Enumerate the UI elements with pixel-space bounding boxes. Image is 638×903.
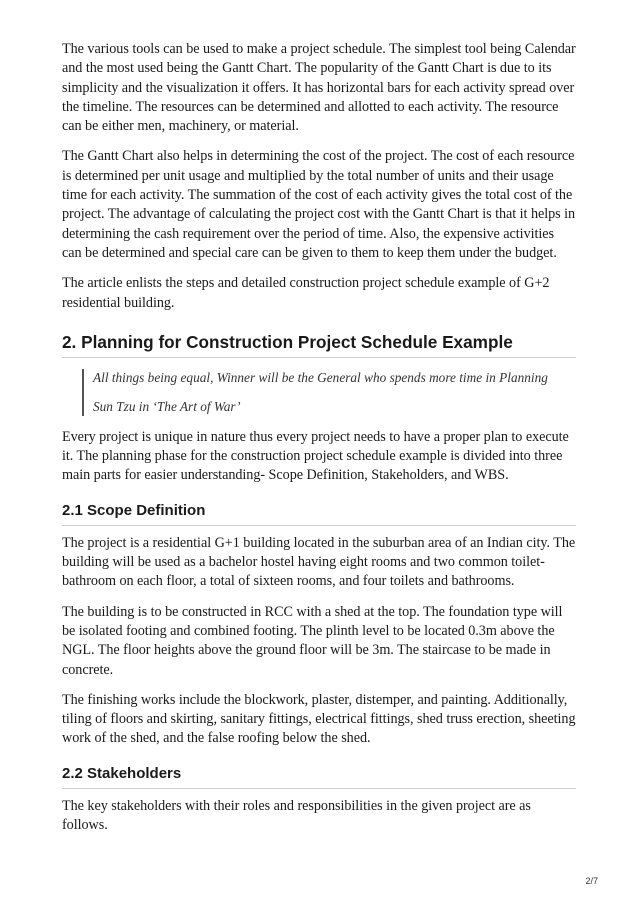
- planning-quote: [82, 369, 576, 416]
- paragraph-scope-building: The project is a residential G+1 building located in the suburban area of an Indian city. The building will be used as a bachelor hostel having eight rooms and two common toilet-bathroom on each floor, a total of sixteen rooms, and four toilets and bathrooms.: [62, 534, 576, 590]
- paragraph-scheduling-tools: The various tools can be used to make a project schedule. The simplest tool being Calendar and the most used being the Gantt Chart. The popularity of the Gantt Chart is due to its simplicity and the visualization it offers. It has horizontal bars for each activity spread over the timeline. The resources can be determined and allotted to each activity. The resource can be either men, machinery, or material.: [62, 41, 576, 135]
- paragraph-gantt-cost: The Gantt Chart also helps in determining the cost of the project. The cost of each resource is determined per unit usage and multiplied by the total number of units and their usage time for each activity. The summation of the cost of each activity gives the total cost of the project. The advantage of calculating the project cost with the Gantt Chart is that it helps in determining the cash requirement over the period of time. Also, the expensive activities can be determined and special care can be given to them to keep them under the budget.: [62, 148, 576, 261]
- paragraph-planning-intro: Every project is unique in nature thus every project needs to have a proper plan to execute it. The planning phase for the construction project schedule example is divided into three main parts for easier understanding- Scope Definition, Stakeholders, and WBS.: [62, 428, 569, 484]
- paragraph-scope-finishing: The finishing works include the blockwork, plaster, distemper, and painting. Additionally, tiling of floors and skirting, sanitary fittings, electrical fittings, shed truss erection, sheeting work of the shed, and the false roofing below the shed.: [62, 691, 576, 747]
- document-page: [62, 40, 576, 835]
- subsection-heading-stakeholders: 2.2 Stakeholders: [62, 764, 576, 789]
- paragraph-article-overview: The article enlists the steps and detailed construction project schedule example of G+2 residential building.: [62, 275, 550, 311]
- paragraph-scope-construction: The building is to be constructed in RCC with a shed at the top. The foundation type will be isolated footing and combined footing. The plinth level to be located 0.3m above the NGL. The floor heights above the ground floor will be 3m. The staircase to be made in concrete.: [62, 603, 563, 678]
- section-heading-planning: 2. Planning for Construction Project Schedule Example: [62, 331, 576, 358]
- page-number: 2/7: [585, 876, 598, 886]
- paragraph-stakeholders-intro: The key stakeholders with their roles and responsibilities in the given project are as follows.: [62, 797, 531, 834]
- quote-text: All things being equal, Winner will be the General who spends more time in Planning: [93, 369, 548, 385]
- subsection-heading-scope: 2.1 Scope Definition: [62, 501, 576, 526]
- quote-attribution: Sun Tzu in ‘The Art of War’: [93, 398, 241, 414]
